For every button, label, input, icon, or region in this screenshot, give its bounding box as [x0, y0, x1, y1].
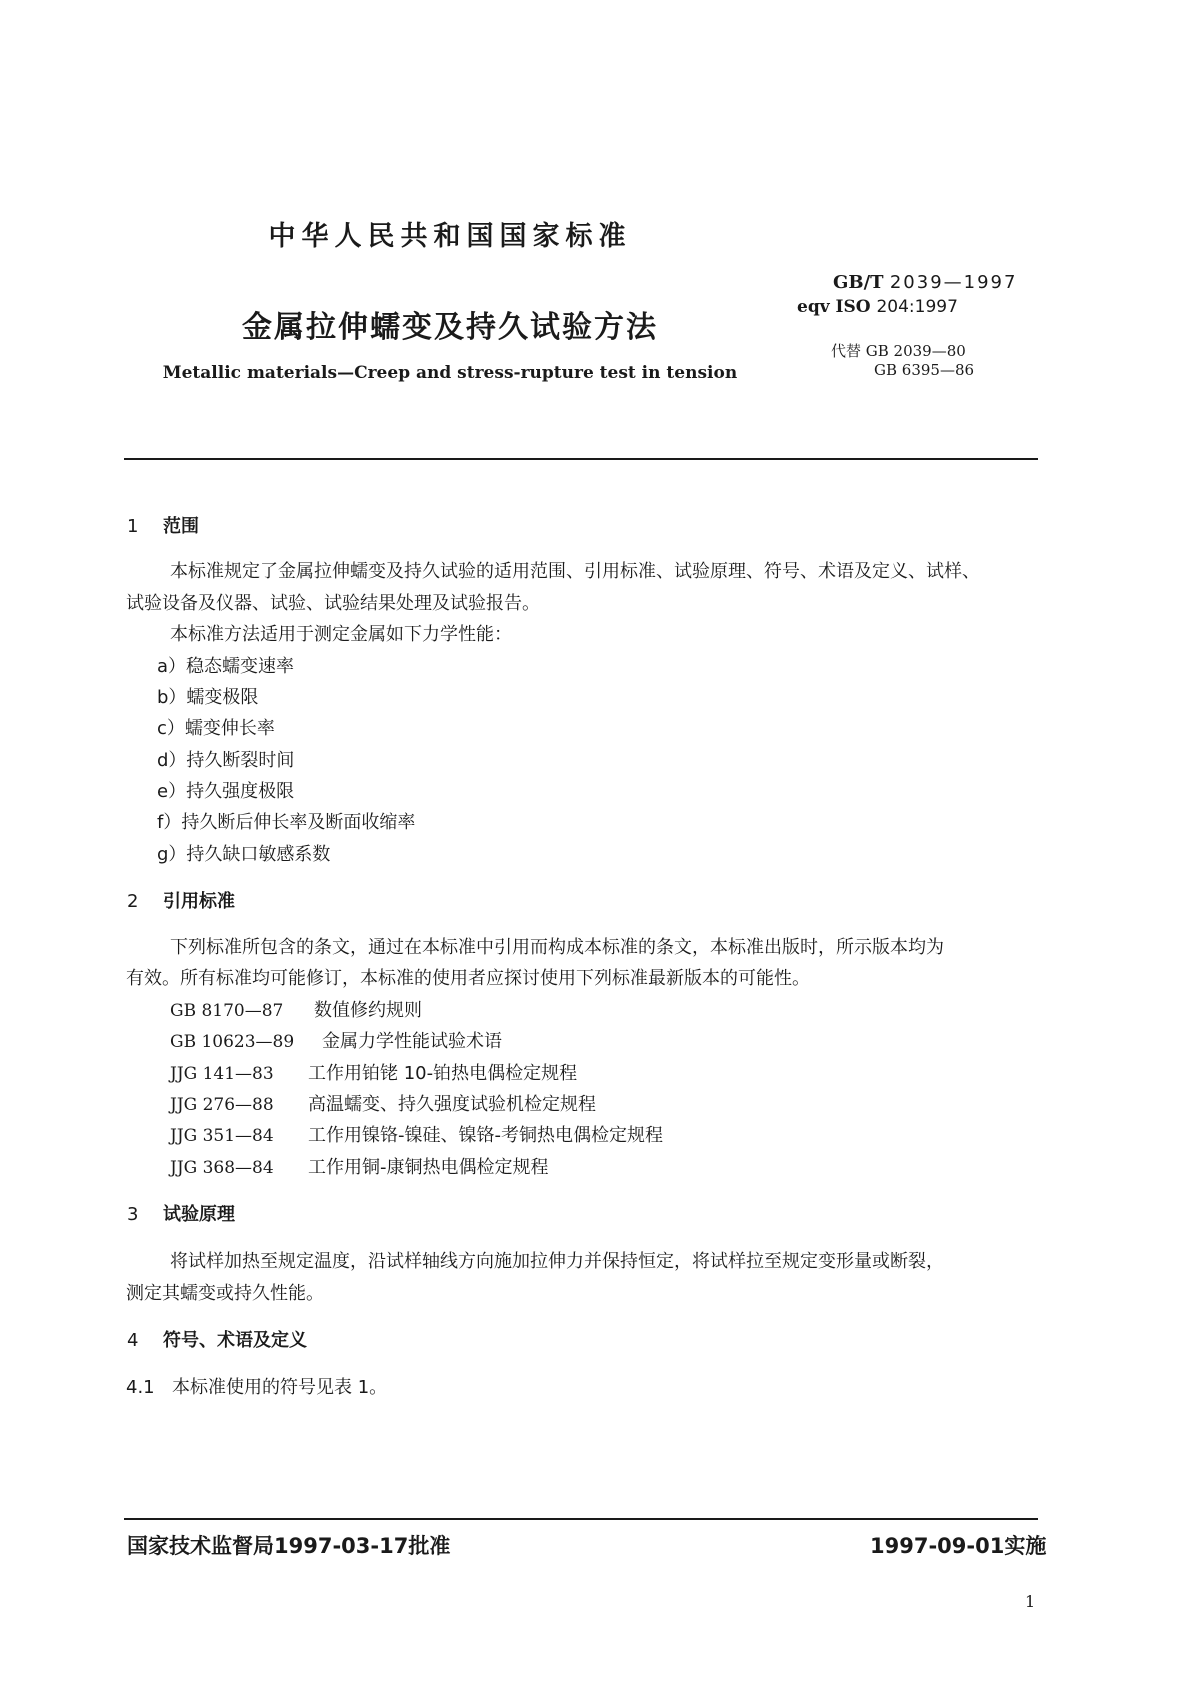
reference-item	[170, 1027, 502, 1053]
reference-title: 金属力学性能试验术语	[322, 1031, 502, 1052]
section-number: 2	[127, 891, 139, 912]
reference-item	[170, 1090, 596, 1116]
section-1-paragraph-1-line-1: 本标准规定了金属拉伸蠕变及持久试验的适用范围、引用标准、试验原理、符号、术语及定义、试样、	[170, 561, 980, 582]
equivalent-prefix: eqv ISO	[797, 297, 871, 317]
section-3-heading	[127, 1200, 235, 1226]
document-title-en: Metallic materials—Creep and stress-rupture test in tension	[162, 363, 738, 383]
section-2-heading	[127, 887, 235, 913]
reference-title: 工作用镍铬-镍硅、镍铬-考铜热电偶检定规程	[308, 1125, 663, 1146]
section-title: 试验原理	[163, 1204, 235, 1225]
section-2-paragraph-line-2: 有效。所有标准均可能修订，本标准的使用者应探讨使用下列标准最新版本的可能性。	[126, 968, 810, 989]
section-title: 范围	[163, 516, 199, 537]
reference-item	[170, 996, 422, 1022]
reference-code: GB 10623—89	[170, 1032, 295, 1052]
reference-item	[170, 1121, 663, 1147]
reference-code: JJG 141—83	[170, 1064, 274, 1084]
approval-date: 国家技术监督局1997-03-17批准	[127, 1534, 451, 1558]
standard-number-value: 2039—1997	[889, 272, 1018, 293]
section-number: 4	[127, 1330, 139, 1351]
reference-code: JJG 276—88	[170, 1095, 274, 1115]
replaces-line-2: GB 6395—86	[874, 361, 975, 379]
list-item: d）持久断裂时间	[157, 750, 295, 771]
implementation-date: 1997-09-01实施	[870, 1534, 1047, 1558]
section-number: 3	[127, 1204, 139, 1225]
section-title: 符号、术语及定义	[163, 1330, 307, 1351]
section-1-paragraph-2: 本标准方法适用于测定金属如下力学性能：	[170, 624, 512, 645]
section-1-paragraph-1-line-2: 试验设备及仪器、试验、试验结果处理及试验报告。	[126, 593, 540, 614]
reference-title: 高温蠕变、持久强度试验机检定规程	[308, 1094, 596, 1115]
list-item: g）持久缺口敏感系数	[157, 844, 331, 865]
standard-prefix: GB/T	[833, 272, 884, 293]
section-title: 引用标准	[163, 891, 235, 912]
subsection-text: 本标准使用的符号见表 1。	[172, 1377, 388, 1398]
subsection-number: 4.1	[126, 1377, 155, 1398]
subsection-4-1	[126, 1373, 387, 1399]
equivalent-number: 204:1997	[876, 297, 958, 317]
list-item: b）蠕变极限	[157, 687, 259, 708]
list-item: a）稳态蠕变速率	[157, 656, 295, 677]
section-3-paragraph-line-2: 测定其蠕变或持久性能。	[126, 1283, 324, 1304]
section-3-paragraph-line-1: 将试样加热至规定温度，沿试样轴线方向施加拉伸力并保持恒定，将试样拉至规定变形量或断裂，	[170, 1251, 944, 1272]
list-item: f）持久断后伸长率及断面收缩率	[157, 812, 416, 833]
standard-number	[833, 272, 1017, 293]
section-number: 1	[127, 516, 139, 537]
page-number: 1	[1025, 1592, 1036, 1611]
reference-code: JJG 368—84	[170, 1158, 274, 1178]
reference-title: 工作用铜-康铜热电偶检定规程	[308, 1157, 549, 1178]
section-2-paragraph-line-1: 下列标准所包含的条文，通过在本标准中引用而构成本标准的条文，本标准出版时，所示版本均为	[170, 937, 944, 958]
national-standard-heading: 中华人民共和国国家标准	[268, 221, 632, 252]
list-item: e）持久强度极限	[157, 781, 295, 802]
replaces-line-1: 代替 GB 2039—80	[831, 342, 966, 360]
footer-divider	[124, 1518, 1038, 1520]
reference-title: 数值修约规则	[314, 1000, 422, 1021]
section-1-heading	[127, 512, 199, 538]
list-item: c）蠕变伸长率	[157, 718, 275, 739]
reference-code: GB 8170—87	[170, 1001, 284, 1021]
header-divider	[124, 458, 1038, 460]
document-title-cn: 金属拉伸蠕变及持久试验方法	[242, 310, 658, 345]
reference-item	[170, 1059, 577, 1085]
reference-item	[170, 1153, 549, 1179]
equivalent-standard	[797, 297, 958, 317]
reference-code: JJG 351—84	[170, 1126, 274, 1146]
section-4-heading	[127, 1326, 307, 1352]
reference-title: 工作用铂铑 10-铂热电偶检定规程	[308, 1063, 578, 1084]
